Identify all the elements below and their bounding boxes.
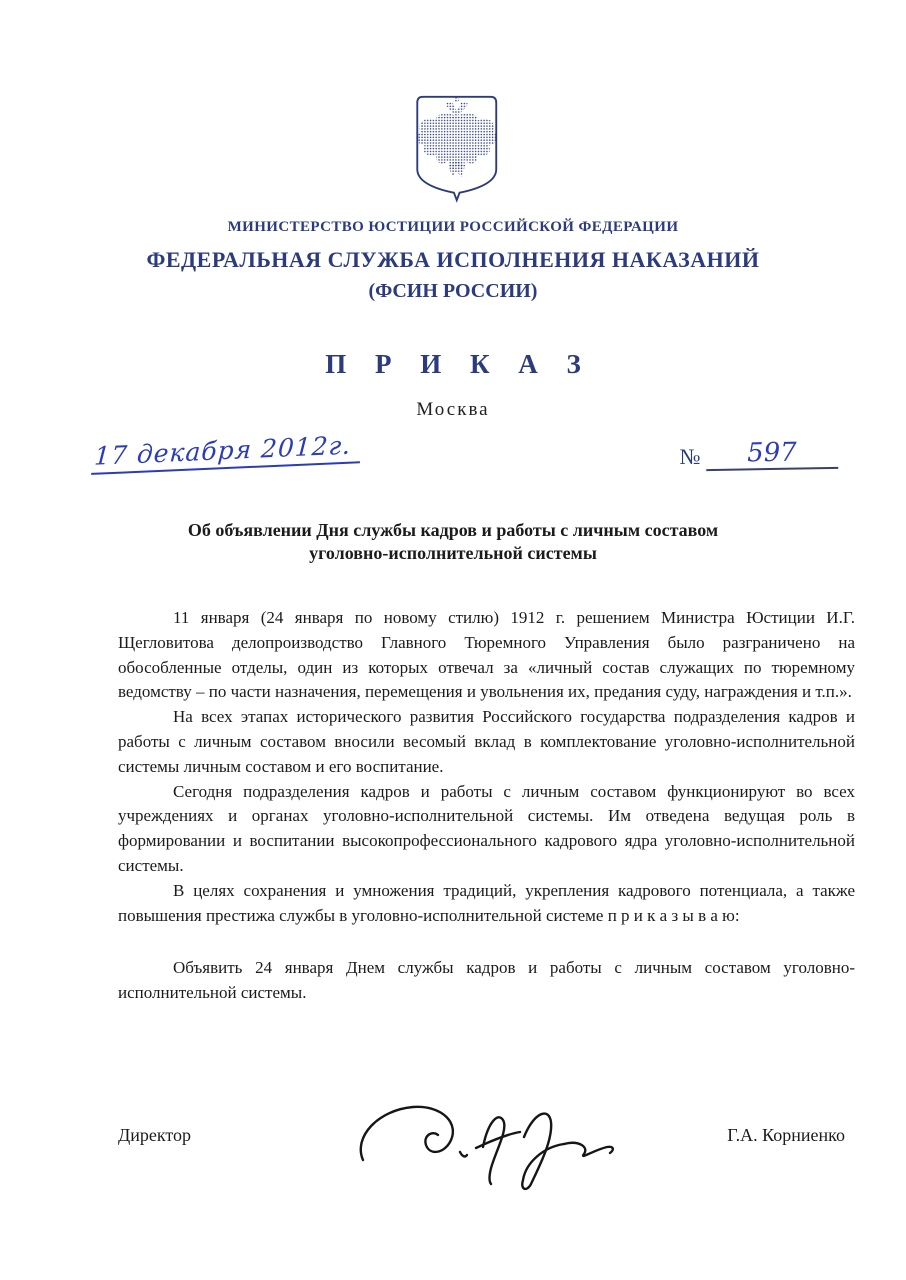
title-line-2: уголовно-исполнительной системы	[309, 543, 597, 563]
coat-of-arms-emblem	[410, 94, 504, 209]
date-number-row	[92, 430, 848, 492]
agency-name: ФЕДЕРАЛЬНАЯ СЛУЖБА ИСПОЛНЕНИЯ НАКАЗАНИЙ	[146, 247, 760, 272]
handwritten-date: 17 декабря 2012г.	[91, 430, 362, 475]
signer-position: Директор	[118, 1125, 192, 1145]
number-sign: №	[679, 444, 701, 469]
document-title	[0, 519, 906, 565]
body-paragraph: 11 января (24 января по новому стилю) 1912 г. решением Министра Юстиции И.Г. Щегловитова делопроизводство Главного Тюремного Управления было разграничено на обособленные отделы, один из которых отвечал за «личный состав служащих по тюремному ведомству – по части назначения, перемещения и увольнения их, предания суду, награждения и т.п.».	[118, 608, 855, 702]
signer-name: Г.А. Корниенко	[727, 1125, 845, 1145]
double-headed-eagle-icon	[410, 94, 504, 204]
body-paragraph: На всех этапах исторического развития Российского государства подразделения кадров и работы с личным составом вносили весомый вклад в комплектование уголовно-исполнительной системы личным составом и его воспитание.	[118, 707, 855, 776]
signature-icon	[348, 1087, 648, 1202]
document-city: Москва	[416, 399, 490, 420]
title-line-1: Об объявлении Дня службы кадров и работы с личным составом	[187, 520, 719, 540]
document-number	[680, 438, 839, 470]
ministry-name: МИНИСТЕРСТВО ЮСТИЦИИ РОССИЙСКОЙ ФЕДЕРАЦИИ	[227, 219, 679, 235]
document-body	[118, 606, 855, 1006]
handwritten-number: 597	[706, 437, 839, 471]
agency-short-name: (ФСИН РОССИИ)	[368, 280, 538, 302]
body-paragraph: В целях сохранения и умножения традиций, укрепления кадрового потенциала, а также повышения престижа службы в уголовно-исполнительной системе п р и к а з ы в а ю:	[118, 880, 855, 925]
order-paragraph: Объявить 24 января Днем службы кадров и работы с личным составом уголовно-исполнительной системы.	[118, 958, 855, 1003]
document-kind: П Р И К А З	[325, 349, 592, 379]
signature-block	[118, 1117, 845, 1197]
body-paragraph: Сегодня подразделения кадров и работы с личным составом функционируют во всех учреждениях и органах уголовно-исполнительной системы. Им отведена ведущая роль в формировании и воспитании высокопрофессионального кадрового ядра уголовно-исполнительной системы.	[118, 781, 855, 875]
